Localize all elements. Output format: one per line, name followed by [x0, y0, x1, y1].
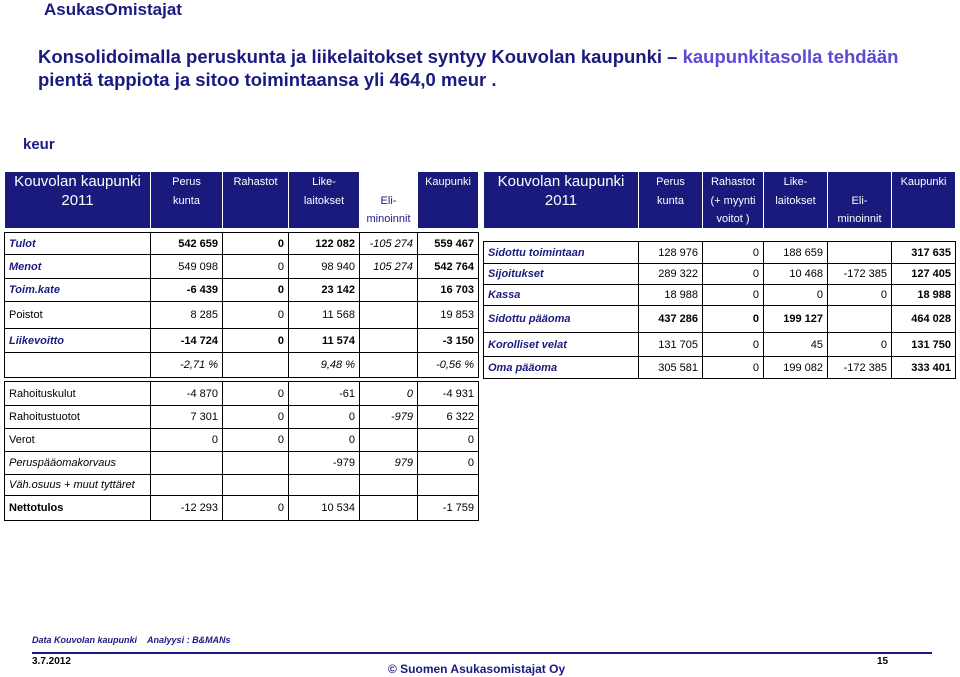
left-entity: Kouvolan kaupunki	[5, 172, 151, 191]
cell-kaupunki: 333 401	[892, 357, 956, 379]
row-label: Menot	[5, 255, 151, 279]
left-year: 2011	[5, 191, 151, 210]
cell-perus: 0	[151, 429, 223, 452]
table-row	[5, 255, 479, 279]
cell-elim	[828, 242, 892, 264]
cell-like: 199 127	[764, 306, 828, 333]
cell-kaupunki: 18 988	[892, 285, 956, 306]
cell-perus: 437 286	[639, 306, 703, 333]
right-col-elim-blank	[828, 172, 892, 191]
cell-elim: 979	[360, 452, 418, 475]
row-label: Korolliset velat	[484, 333, 639, 357]
right-col-like-1: Like-	[764, 172, 828, 191]
brand-logo	[44, 0, 182, 20]
table-row	[5, 302, 479, 329]
left-col-elim-1: Eli-	[360, 191, 418, 210]
table-row	[484, 285, 956, 306]
cell-rahastot	[223, 353, 289, 378]
cell-perus: 7 301	[151, 406, 223, 429]
cell-elim	[828, 306, 892, 333]
cell-rahastot: 0	[223, 279, 289, 302]
cell-like: 10 534	[289, 496, 360, 521]
income-statement-table	[4, 232, 479, 521]
footer-source	[32, 635, 231, 645]
cell-kaupunki: -0,56 %	[418, 353, 479, 378]
right-col-rahastot-2: (+ myynti	[703, 191, 764, 210]
cell-elim	[360, 353, 418, 378]
cell-kaupunki: 127 405	[892, 264, 956, 285]
cell-elim: -105 274	[360, 233, 418, 255]
cell-perus: 549 098	[151, 255, 223, 279]
table-row	[5, 496, 479, 521]
cell-elim	[360, 496, 418, 521]
cell-elim	[360, 302, 418, 329]
cell-rahastot: 0	[703, 306, 764, 333]
right-col-perus-2: kunta	[639, 191, 703, 210]
title-main: Konsolidoimalla peruskunta ja liikelaitokset syntyy Kouvolan kaupunki –	[38, 46, 683, 67]
cell-like: 11 568	[289, 302, 360, 329]
footer-copyright: © Suomen Asukasomistajat Oy	[388, 662, 566, 676]
cell-kaupunki: -4 931	[418, 382, 479, 406]
right-col-kaupunki: Kaupunki	[892, 172, 956, 191]
table-row	[484, 264, 956, 285]
cell-perus	[151, 475, 223, 496]
right-col-elim-1: Eli-	[828, 191, 892, 210]
cell-elim: -172 385	[828, 264, 892, 285]
brand-part2: Omistajat	[104, 0, 182, 19]
cell-like: 23 142	[289, 279, 360, 302]
balance-sheet-table	[483, 241, 956, 379]
table-row	[5, 382, 479, 406]
cell-kaupunki: 0	[418, 429, 479, 452]
page-number: 15	[877, 656, 889, 667]
left-col-elim-2: minoinnit	[360, 210, 418, 228]
left-col-kaupunki: Kaupunki	[418, 172, 479, 191]
cell-perus: 131 705	[639, 333, 703, 357]
right-year: 2011	[484, 191, 639, 210]
cell-perus: -4 870	[151, 382, 223, 406]
cell-elim	[360, 279, 418, 302]
row-label: Toim.kate	[5, 279, 151, 302]
cell-kaupunki: 542 764	[418, 255, 479, 279]
right-col-elim-2: minoinnit	[828, 210, 892, 228]
source-text: Data Kouvolan kaupunki	[32, 635, 138, 645]
cell-kaupunki: 0	[418, 452, 479, 475]
row-label: Kassa	[484, 285, 639, 306]
cell-perus	[151, 452, 223, 475]
left-col-rahastot-1: Rahastot	[223, 172, 289, 191]
cell-like: 0	[289, 429, 360, 452]
cell-like: 0	[764, 285, 828, 306]
row-label: Sidottu pääoma	[484, 306, 639, 333]
table-row	[484, 242, 956, 264]
row-label	[5, 353, 151, 378]
cell-rahastot: 0	[703, 264, 764, 285]
cell-perus: 128 976	[639, 242, 703, 264]
unit-label: keur	[23, 136, 55, 153]
cell-like: 98 940	[289, 255, 360, 279]
cell-like: -61	[289, 382, 360, 406]
row-label: Rahoituskulut	[5, 382, 151, 406]
cell-kaupunki: -3 150	[418, 329, 479, 353]
footer-date: 3.7.2012	[32, 656, 71, 667]
cell-rahastot: 0	[703, 285, 764, 306]
row-label: Sidottu toimintaan	[484, 242, 639, 264]
cell-perus: -14 724	[151, 329, 223, 353]
cell-elim	[360, 329, 418, 353]
cell-rahastot: 0	[223, 429, 289, 452]
cell-elim	[360, 475, 418, 496]
left-col-perus-1: Perus	[151, 172, 223, 191]
right-table-header	[483, 172, 956, 228]
left-col-kaupunki-blank	[418, 191, 479, 210]
table-row	[484, 306, 956, 333]
cell-like: 10 468	[764, 264, 828, 285]
cell-elim: -172 385	[828, 357, 892, 379]
row-label: Sijoitukset	[484, 264, 639, 285]
row-label: Väh.osuus + muut tyttäret	[5, 475, 151, 496]
cell-perus: -12 293	[151, 496, 223, 521]
cell-like: -979	[289, 452, 360, 475]
cell-rahastot: 0	[703, 242, 764, 264]
footer-divider	[32, 652, 932, 654]
cell-like: 45	[764, 333, 828, 357]
cell-like: 199 082	[764, 357, 828, 379]
cell-elim: 105 274	[360, 255, 418, 279]
cell-rahastot: 0	[223, 302, 289, 329]
cell-elim: 0	[828, 285, 892, 306]
cell-rahastot: 0	[223, 406, 289, 429]
cell-kaupunki: 464 028	[892, 306, 956, 333]
table-row	[484, 357, 956, 379]
cell-rahastot: 0	[223, 329, 289, 353]
row-label: Rahoitustuotot	[5, 406, 151, 429]
left-col-rahastot-2	[223, 191, 289, 210]
cell-elim: 0	[360, 382, 418, 406]
table-row	[484, 333, 956, 357]
cell-kaupunki	[418, 475, 479, 496]
cell-elim: 0	[828, 333, 892, 357]
cell-like: 11 574	[289, 329, 360, 353]
cell-kaupunki: 131 750	[892, 333, 956, 357]
left-col-elim-blank	[360, 172, 418, 191]
title-line2: pientä tappiota ja sitoo toimintaansa yli 464,0 meur .	[38, 69, 497, 90]
cell-kaupunki: 16 703	[418, 279, 479, 302]
table-row	[5, 429, 479, 452]
title-highlight: kaupunkitasolla tehdään	[682, 46, 899, 67]
cell-like: 0	[289, 406, 360, 429]
row-label: Tulot	[5, 233, 151, 255]
cell-kaupunki: -1 759	[418, 496, 479, 521]
cell-perus: 305 581	[639, 357, 703, 379]
cell-like	[289, 475, 360, 496]
cell-rahastot	[223, 452, 289, 475]
left-col-perus-2: kunta	[151, 191, 223, 210]
table-row	[5, 406, 479, 429]
cell-kaupunki: 559 467	[418, 233, 479, 255]
cell-kaupunki: 19 853	[418, 302, 479, 329]
cell-kaupunki: 317 635	[892, 242, 956, 264]
cell-perus: 8 285	[151, 302, 223, 329]
cell-perus: 18 988	[639, 285, 703, 306]
row-label: Nettotulos	[5, 496, 151, 521]
cell-perus: -6 439	[151, 279, 223, 302]
left-col-like-2: laitokset	[289, 191, 360, 210]
cell-rahastot: 0	[703, 357, 764, 379]
row-label: Peruspääomakorvaus	[5, 452, 151, 475]
right-col-rahastot-1: Rahastot	[703, 172, 764, 191]
table-row	[5, 329, 479, 353]
table-row	[5, 353, 479, 378]
cell-elim	[360, 429, 418, 452]
cell-rahastot: 0	[223, 233, 289, 255]
left-table-header	[4, 172, 479, 228]
cell-rahastot: 0	[223, 255, 289, 279]
cell-perus: 542 659	[151, 233, 223, 255]
cell-elim: -979	[360, 406, 418, 429]
right-entity: Kouvolan kaupunki	[484, 172, 639, 191]
cell-rahastot: 0	[703, 333, 764, 357]
cell-like: 9,48 %	[289, 353, 360, 378]
right-col-perus-1: Perus	[639, 172, 703, 191]
right-col-rahastot-3: voitot )	[703, 210, 764, 228]
page-title	[38, 45, 938, 91]
row-label: Oma pääoma	[484, 357, 639, 379]
table-row	[5, 452, 479, 475]
cell-kaupunki: 6 322	[418, 406, 479, 429]
cell-rahastot: 0	[223, 382, 289, 406]
cell-like: 122 082	[289, 233, 360, 255]
table-row	[5, 279, 479, 302]
right-col-like-2: laitokset	[764, 191, 828, 210]
row-label: Verot	[5, 429, 151, 452]
cell-like: 188 659	[764, 242, 828, 264]
table-row	[5, 475, 479, 496]
cell-rahastot: 0	[223, 496, 289, 521]
cell-perus: 289 322	[639, 264, 703, 285]
cell-perus: -2,71 %	[151, 353, 223, 378]
brand-part1: Asukas	[44, 0, 105, 19]
cell-rahastot	[223, 475, 289, 496]
row-label: Liikevoitto	[5, 329, 151, 353]
row-label: Poistot	[5, 302, 151, 329]
left-col-like-1: Like-	[289, 172, 360, 191]
analysis-text: Analyysi : B&MANs	[147, 635, 231, 645]
table-row	[5, 233, 479, 255]
